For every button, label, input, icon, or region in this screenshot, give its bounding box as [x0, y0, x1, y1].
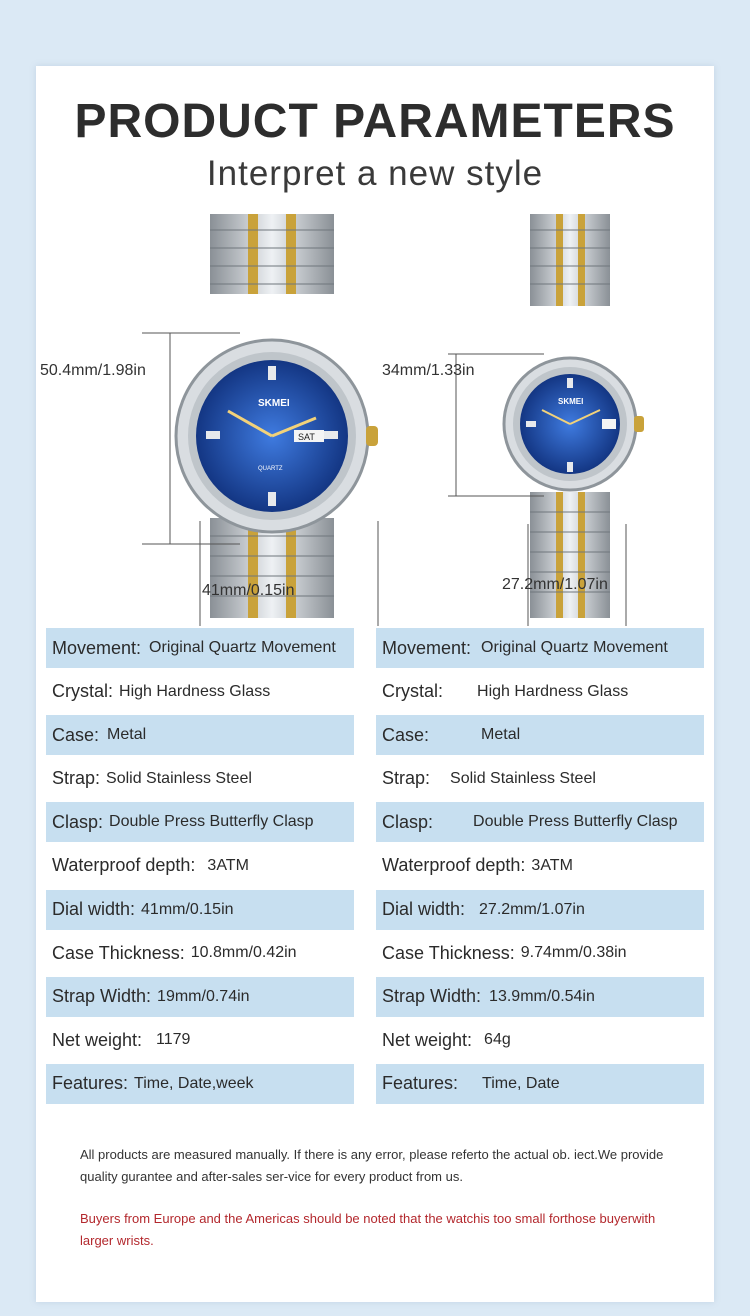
spec-row: [46, 802, 354, 842]
spec-value: Metal: [107, 726, 147, 744]
spec-value: 19mm/0.74in: [157, 987, 250, 1005]
spec-key: Clasp:: [52, 811, 104, 832]
spec-table-large: [46, 628, 354, 1108]
size-warning: Buyers from Europe and the Americas should be noted that the watchis too small forthose buyerwith larger wrists.: [80, 1211, 656, 1248]
spec-row: [46, 977, 354, 1017]
spec-value: Original Quartz Movement: [481, 639, 668, 656]
small-watch-brand: SKMEI: [558, 397, 584, 406]
spec-row: [46, 1020, 354, 1060]
measurement-note: All products are measured manually. If there is any error, please referto the actual ob. iect.We provide quality gurantee and after-sales ser-vice for every product from us.: [80, 1147, 664, 1184]
spec-key: Strap Width:: [52, 986, 152, 1007]
large-watch-dial-text: QUARTZ: [258, 466, 283, 472]
large-watch-height-label: 50.4mm/1.98in: [40, 362, 146, 379]
spec-key: Clasp:: [382, 811, 434, 832]
large-watch-brand: SKMEI: [258, 398, 290, 409]
spec-value: 41mm/0.15in: [141, 900, 234, 918]
spec-value: Solid Stainless Steel: [106, 769, 252, 787]
spec-key: Dial width:: [52, 899, 136, 920]
spec-key: Net weight:: [382, 1029, 473, 1050]
spec-key: Case:: [52, 724, 100, 745]
page-subtitle: Interpret a new style: [206, 154, 544, 193]
spec-value: Metal: [481, 726, 521, 744]
spec-row: [46, 933, 354, 973]
spec-value: 10.8mm/0.42in: [190, 944, 297, 962]
spec-key: Strap Width:: [382, 986, 482, 1007]
spec-value: 64g: [484, 1031, 511, 1049]
spec-value: Double Press Butterfly Clasp: [109, 813, 314, 831]
spec-row: [376, 1020, 704, 1060]
spec-key: Dial width:: [382, 899, 466, 920]
spec-value: 3ATM: [531, 856, 573, 874]
spec-value: Solid Stainless Steel: [450, 769, 596, 787]
spec-key: Case:: [382, 724, 430, 745]
spec-value: 9.74mm/0.38in: [520, 944, 627, 962]
large-watch-image: [98, 206, 398, 626]
small-watch-width-label: 27.2mm/1.07in: [502, 576, 608, 593]
spec-key: Case Thickness:: [382, 942, 515, 963]
spec-table-small: [376, 628, 704, 1108]
spec-value: Original Quartz Movement: [149, 639, 336, 656]
spec-value: 13.9mm/0.54in: [489, 987, 595, 1005]
spec-row: [376, 977, 704, 1017]
spec-row: [376, 890, 704, 930]
large-watch-day: SAT: [298, 432, 315, 442]
spec-row: [46, 759, 354, 799]
spec-key: Waterproof depth:: [382, 855, 526, 876]
spec-key: Strap:: [52, 768, 101, 789]
spec-key: Crystal:: [382, 681, 444, 702]
spec-row: [376, 759, 704, 799]
spec-value: 27.2mm/1.07in: [479, 900, 585, 918]
spec-row: [376, 628, 704, 668]
spec-key: Movement:: [52, 637, 142, 658]
spec-key: Strap:: [382, 768, 431, 789]
product-card: [36, 66, 714, 1302]
spec-value: High Hardness Glass: [119, 682, 271, 700]
spec-key: Crystal:: [52, 681, 114, 702]
spec-row: [46, 628, 354, 668]
small-watch-height-label: 34mm/1.33in: [382, 362, 475, 379]
spec-row: [376, 802, 704, 842]
spec-row: [376, 933, 704, 973]
spec-row: [46, 846, 354, 886]
spec-key: Features:: [52, 1073, 129, 1094]
spec-value: 3ATM: [207, 856, 249, 874]
spec-key: Features:: [382, 1073, 459, 1094]
spec-value: High Hardness Glass: [477, 682, 629, 700]
small-watch-image: [434, 206, 694, 626]
spec-value: 1179: [156, 1031, 191, 1049]
spec-row: [46, 715, 354, 755]
spec-row: [46, 1064, 354, 1104]
spec-row: [46, 672, 354, 712]
spec-value: Time, Date: [482, 1074, 560, 1092]
spec-row: [376, 846, 704, 886]
spec-key: Waterproof depth:: [52, 855, 196, 876]
spec-row: [376, 1064, 704, 1104]
page-title: PRODUCT PARAMETERS: [74, 95, 676, 148]
large-watch-width-label: 41mm/0.15in: [202, 582, 295, 599]
spec-value: Time, Date,week: [134, 1074, 254, 1092]
spec-key: Net weight:: [52, 1029, 143, 1050]
spec-value: Double Press Butterfly Clasp: [473, 813, 678, 831]
spec-key: Case Thickness:: [52, 942, 185, 963]
spec-row: [46, 890, 354, 930]
spec-key: Movement:: [382, 637, 472, 658]
spec-row: [376, 715, 704, 755]
spec-row: [376, 672, 704, 712]
